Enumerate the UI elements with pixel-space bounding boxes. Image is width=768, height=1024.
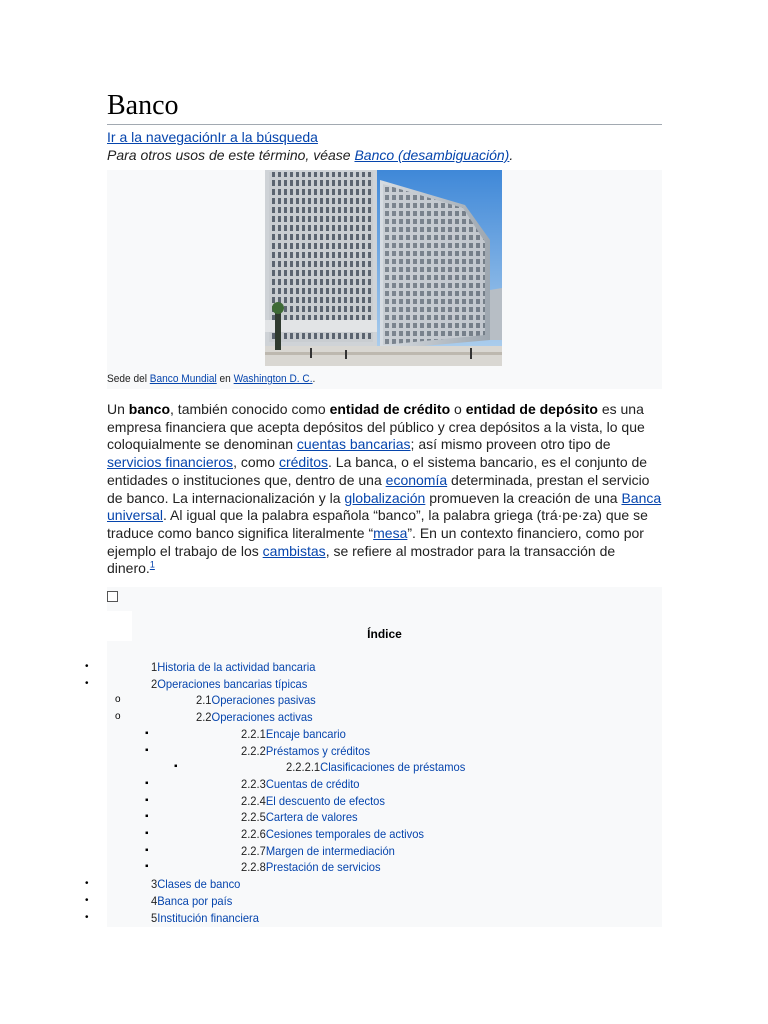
toc-item-label[interactable]: Clases de banco [157,877,241,892]
article [107,88,662,578]
toc-bullet: o [115,694,121,706]
toc-item-label[interactable]: Operaciones activas [211,710,313,725]
toc-item[interactable] [196,693,316,707]
toc-item-label[interactable]: Cesiones temporales de activos [265,827,425,841]
jump-links [107,128,662,146]
figure [107,170,662,389]
toc-item-number: 4 [151,893,158,908]
jump-navigation-link[interactable]: Ir a la navegaciónIr a la búsqueda [107,129,318,145]
toc-item-number: 2.2.4 [241,793,266,808]
hatnote [107,146,662,164]
toc-item-number: 2.2.5 [241,810,266,825]
toc-item[interactable] [151,877,240,891]
toc-item-label[interactable]: Margen de intermediación [265,843,395,858]
toc-toggle-checkbox[interactable] [107,591,118,602]
toc-item[interactable] [286,760,465,774]
intro-paragraph: Un banco, también conocido como entidad de crédito o entidad de depósito es una empresa financiera que acepta depósitos del público y crea depósitos a la vista, lo que coloquialmente se denominan cuentas bancarias; así mismo proveen otro tipo de servicios financieros, como créditos. La banca, o el sistema bancario, es el conjunto de entidades o instituciones que, dentro de una economía determinada, prestan el servicio de banco. La internacionalización y la globalización promueven la creación de una Banca universal. Al igual que la palabra española “banco”, la palabra griega (trá·pe·za) que se traduce como banco significa literalmente “mesa”. En un contexto financiero, como por ejemplo el trabajo de los cambistas, se refiere al mostrador para la transacción de dinero.$^1$ [107,401,662,577]
toc-item[interactable] [151,911,259,925]
toc-item-label[interactable]: Institución financiera [157,910,259,925]
toc-item-label[interactable]: Cartera de valores [265,810,358,825]
toc-item[interactable] [241,810,358,824]
toc-item[interactable] [151,894,232,908]
toc-item-label[interactable]: Encaje bancario [265,726,346,741]
toc-bullet: • [85,878,89,890]
toc-item-number: 2.1 [196,693,212,708]
toc-item-number: 1 [151,660,158,674]
toc-item[interactable] [241,860,381,874]
banca-universal-link[interactable]: Banca universal [107,489,662,524]
hatnote-prefix: Para otros usos de este término, véase [107,147,355,163]
toc-item[interactable] [241,777,360,791]
toc-bullet: • [85,677,89,689]
toc-item-number: 2.2.2.1 [286,760,321,775]
globalizacion-link[interactable]: globalización [344,489,426,506]
toc-item-label[interactable]: Préstamos y créditos [265,743,371,758]
toc-item-number: 2.2.8 [241,860,266,875]
toc-item-number: 2.2.3 [241,776,266,791]
hatnote-suffix: . [509,147,514,163]
toc-item-label[interactable]: Cuentas de crédito [265,776,360,791]
disambiguation-link[interactable]: Banco (desambiguación) [354,147,510,163]
toc-item-label[interactable]: Historia de la actividad bancaria [157,660,316,674]
toc-bullet: • [85,661,89,672]
toc-bullet: ▪ [145,744,149,756]
toc-item-number: 2.2.1 [241,726,266,741]
creditos-link[interactable]: créditos [278,454,328,471]
toc-item[interactable] [241,844,395,858]
toc-item-label[interactable]: El descuento de efectos [265,793,385,808]
toc-item-number: 2.2.6 [241,827,266,841]
toc-bullet: ▪ [145,844,149,856]
toc-item-label[interactable]: Prestación de servicios [265,860,381,875]
toc-item[interactable] [196,710,313,724]
toc-item[interactable] [151,677,307,691]
toc-item-number: 2.2 [196,710,212,725]
toc-item[interactable] [241,827,424,841]
toc-item-label[interactable]: Operaciones bancarias típicas [157,676,308,691]
economia-link[interactable]: economía [385,471,448,488]
toc-bullet: ▪ [145,828,149,839]
toc-item-number: 2.2.2 [241,743,266,758]
washington-link[interactable]: Washington D. C. [233,373,313,385]
toc-bullet: ▪ [145,777,149,789]
table-of-contents [85,587,662,927]
toc-bullet: ▪ [145,727,149,739]
toc-item[interactable] [241,794,385,808]
toc-item-label[interactable]: Banca por país [157,893,233,908]
toc-item-number: 5 [151,910,158,925]
toc-item-number: 3 [151,877,158,892]
world-bank-building-photo[interactable] [265,170,502,366]
toc-bullet: • [85,894,89,906]
toc-item[interactable] [241,744,370,758]
toc-item[interactable] [151,660,315,674]
servicios-financieros-link[interactable]: servicios financieros [107,454,234,471]
cuentas-bancarias-link[interactable]: cuentas bancarias [296,436,411,453]
toc-bullet: ▪ [145,811,149,823]
toc-bullet: ▪ [174,761,178,773]
banco-mundial-link[interactable]: Banco Mundial [149,373,217,385]
toc-bullet: ▪ [145,861,149,873]
toc-item-label[interactable]: Clasificaciones de préstamos [320,760,466,775]
toc-bullet: • [85,911,89,923]
toc-title: Índice [367,627,402,641]
figure-caption: Sede del Banco Mundial en Washington D. C.. [107,373,316,385]
toc-item-label[interactable]: Operaciones pasivas [211,693,316,708]
toc-bullet: ▪ [145,794,149,806]
mesa-link[interactable]: mesa [373,524,408,541]
page-title: Banco [107,88,662,125]
reference-link[interactable]: 1 [149,559,155,570]
toc-item-number: 2.2.7 [241,843,266,858]
toc-item[interactable] [241,727,346,741]
toc-bullet: o [115,711,121,723]
cambistas-link[interactable]: cambistas [262,542,326,559]
toc-item-number: 2 [151,676,158,691]
